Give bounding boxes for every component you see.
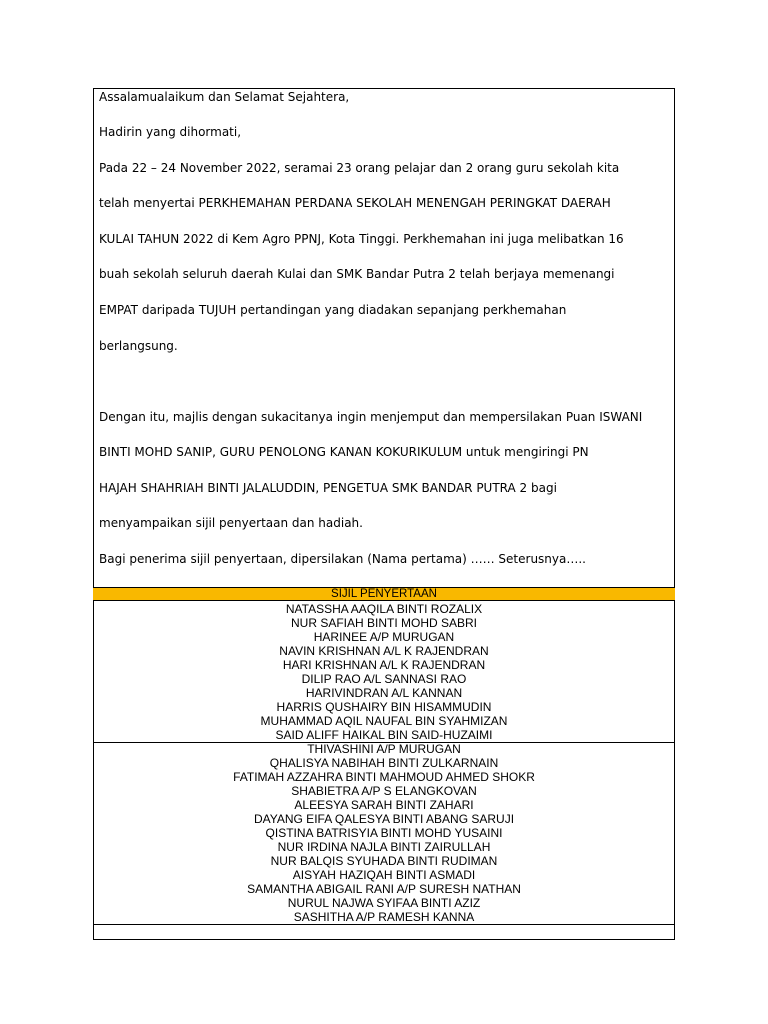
paragraph-1-line-5: EMPAT daripada TUJUH pertandingan yang diadakan sepanjang perkhemahan — [99, 303, 567, 317]
recipient-name: DILIP RAO A/L SANNASI RAO — [301, 672, 467, 686]
recipient-name: THIVASHINI A/P MURUGAN — [307, 742, 461, 756]
recipient-name: SAID ALIFF HAIKAL BIN SAID-HUZAIMI — [275, 728, 493, 742]
recipient-name: HARINEE A/P MURUGAN — [313, 630, 455, 644]
recipient-name: NURUL NAJWA SYIFAA BINTI AZIZ — [287, 896, 481, 910]
recipient-name: QISTINA BATRISYIA BINTI MOHD YUSAINI — [265, 826, 503, 840]
table-bottom-divider — [93, 924, 675, 925]
recipient-name: QHALISYA NABIHAH BINTI ZULKARNAIN — [269, 756, 499, 770]
address-line: Hadirin yang dihormati, — [99, 125, 242, 139]
paragraph-2-line-4: menyampaikan sijil penyertaan dan hadiah. — [99, 516, 363, 530]
recipient-name: ALEESYA SARAH BINTI ZAHARI — [294, 798, 474, 812]
recipient-group-a — [93, 602, 675, 742]
invitation-line: Bagi penerima sijil penyertaan, dipersilakan (Nama pertama) …… Seterusnya….. — [99, 552, 586, 566]
recipient-name: SHABIETRA A/P S ELANGKOVAN — [291, 784, 477, 798]
paragraph-1-line-4: buah sekolah seluruh daerah Kulai dan SMK Bandar Putra 2 telah berjaya memenangi — [99, 267, 615, 281]
paragraph-2-line-3: HAJAH SHAHRIAH BINTI JALALUDDIN, PENGETUA SMK BANDAR PUTRA 2 bagi — [99, 481, 557, 495]
recipient-name: MUHAMMAD AQIL NAUFAL BIN SYAHMIZAN — [260, 714, 508, 728]
recipient-name: NATASSHA AAQILA BINTI ROZALIX — [285, 602, 483, 616]
paragraph-1-line-1: Pada 22 – 24 November 2022, seramai 23 orang pelajar dan 2 orang guru sekolah kita — [99, 161, 620, 175]
paragraph-1-line-3: KULAI TAHUN 2022 di Kem Agro PPNJ, Kota Tinggi. Perkhemahan ini juga melibatkan 16 — [99, 232, 624, 246]
recipient-name: NUR BALQIS SYUHADA BINTI RUDIMAN — [270, 854, 498, 868]
recipient-name: FATIMAH AZZAHRA BINTI MAHMOUD AHMED SHOKR — [233, 770, 535, 784]
recipient-name: DAYANG EIFA QALESYA BINTI ABANG SARUJI — [253, 812, 515, 826]
certificate-header: SIJIL PENYERTAAN — [93, 587, 675, 601]
recipient-group-b — [93, 742, 675, 924]
recipient-name: HARI KRISHNAN A/L K RAJENDRAN — [282, 658, 486, 672]
recipient-name: HARIVINDRAN A/L KANNAN — [305, 686, 463, 700]
paragraph-1-line-6: berlangsung. — [99, 339, 178, 353]
paragraph-2-line-1: Dengan itu, majlis dengan sukacitanya ingin menjemput dan mempersilakan Puan ISWANI — [99, 410, 643, 424]
greeting-line: Assalamualaikum dan Selamat Sejahtera, — [99, 90, 350, 104]
recipient-name: SAMANTHA ABIGAIL RANI A/P SURESH NATHAN — [247, 882, 521, 896]
recipient-name: NAVIN KRISHNAN A/L K RAJENDRAN — [279, 644, 489, 658]
recipient-name: HARRIS QUSHAIRY BIN HISAMMUDIN — [276, 700, 492, 714]
recipient-name: NUR IRDINA NAJLA BINTI ZAIRULLAH — [277, 840, 491, 854]
recipient-name: SASHITHA A/P RAMESH KANNA — [293, 910, 475, 924]
recipient-name: AISYAH HAZIQAH BINTI ASMADI — [292, 868, 476, 882]
recipient-name: NUR SAFIAH BINTI MOHD SABRI — [290, 616, 478, 630]
paragraph-1-line-2: telah menyertai PERKHEMAHAN PERDANA SEKOLAH MENENGAH PERINGKAT DAERAH — [99, 196, 611, 210]
paragraph-2-line-2: BINTI MOHD SANIP, GURU PENOLONG KANAN KOKURIKULUM untuk mengiringi PN — [99, 445, 589, 459]
